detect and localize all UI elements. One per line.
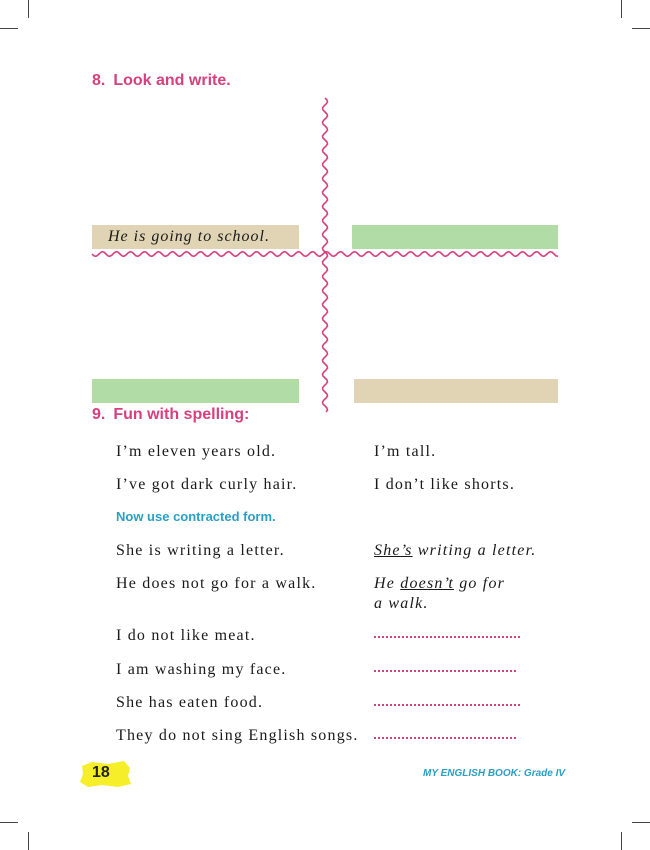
example-right-rest: go for: [454, 575, 506, 592]
horizontal-wavy-line: [92, 252, 558, 257]
exercise-sentence: I do not like meat.: [116, 627, 256, 644]
example-right: [374, 542, 536, 560]
vertical-wavy-line: [323, 98, 328, 412]
pair-left: I’m eleven years old.: [116, 443, 277, 460]
answer-blank[interactable]: [374, 635, 520, 638]
contraction-word: She’s: [374, 542, 413, 559]
example-right-rest: writing a letter.: [412, 542, 537, 559]
book-title: MY ENGLISH BOOK: Grade IV: [423, 768, 566, 779]
answer-blank[interactable]: [374, 669, 516, 672]
section-9-title: Fun with spelling:: [113, 406, 250, 423]
exercise-sentence: She has eaten food.: [116, 694, 264, 711]
example-left: She is writing a letter.: [116, 542, 285, 559]
answer-blank[interactable]: [374, 736, 516, 739]
example-left: He does not go for a walk.: [116, 575, 317, 592]
answer-blank[interactable]: [374, 703, 520, 706]
section-9-heading: [92, 406, 249, 424]
exercise-sentence: I am washing my face.: [116, 661, 287, 678]
section-9-number: 9.: [92, 406, 106, 423]
pair-right: I don’t like shorts.: [374, 476, 516, 493]
instruction-text: Now use contracted form.: [116, 509, 276, 524]
pair-left: I’ve got dark curly hair.: [116, 476, 298, 493]
exercise-sentence: They do not sing English songs.: [116, 727, 359, 744]
section-8-title: Look and write.: [113, 72, 231, 89]
contraction-word: doesn’t: [400, 575, 454, 592]
example-right-start: He: [374, 575, 401, 592]
example-right: [374, 575, 505, 593]
example-sentence: He is going to school.: [108, 228, 270, 245]
page-number: 18: [92, 764, 110, 781]
example-right-line2: a walk.: [374, 595, 429, 612]
section-8-number: 8.: [92, 72, 106, 89]
pair-right: I’m tall.: [374, 443, 437, 460]
